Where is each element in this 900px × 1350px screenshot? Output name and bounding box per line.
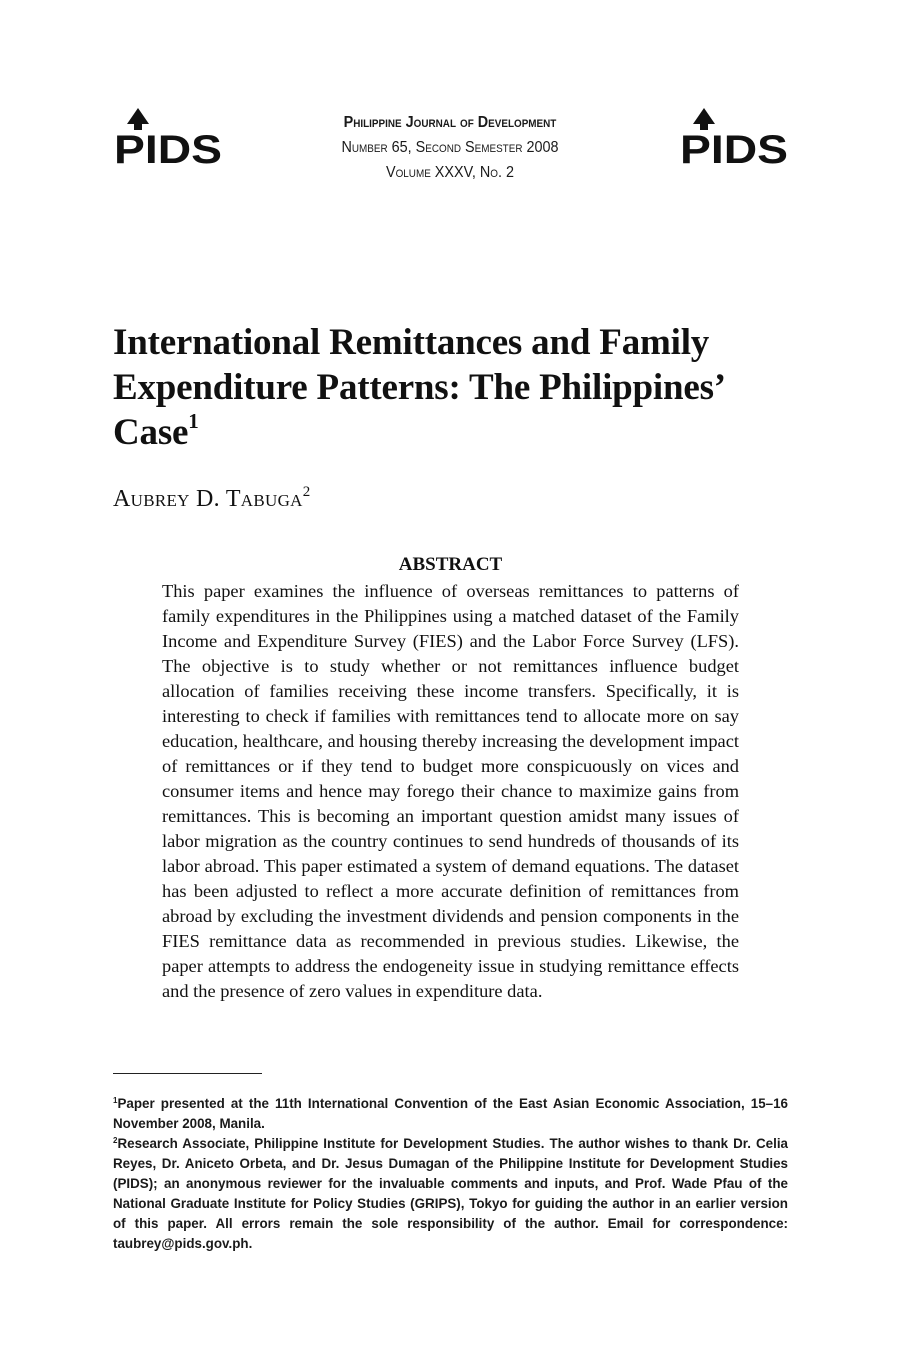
author-footnote-marker: 2: [302, 484, 311, 500]
footnote-text: Research Associate, Philippine Institute for Development Studies. The author wishes to thank Dr. Celia Reyes, Dr. Aniceto Orbeta, and Dr. Jesus Dumagan of the Philippine Institute for Development Studies (PIDS); an anonymous reviewer for the invaluable comments and inputs, and Prof. Wade Pfau of the National Graduate Institute for Policy Studies (GRIPS), Tokyo for guiding the author in an earlier version of this paper. All errors remain the sole responsibility of the author. Email for correspondence: taubrey@pids.gov.ph.: [113, 1136, 788, 1251]
footnotes: [113, 1094, 788, 1254]
footnote-divider: [113, 1073, 262, 1074]
journal-volume: Volume XXXV, No. 2: [385, 164, 515, 181]
article-title-text: International Remittances and Family Expenditure Patterns: The Philippines’ Case: [113, 322, 724, 453]
abstract-heading: ABSTRACT: [398, 554, 503, 575]
footnote-marker: 1: [113, 1096, 118, 1105]
pids-logo-icon: [674, 108, 794, 170]
journal-name: Philippine Journal of Development: [343, 114, 557, 131]
footnote-marker: 2: [113, 1136, 118, 1145]
journal-masthead: [270, 110, 630, 185]
journal-issue: Number 65, Second Semester 2008: [341, 139, 559, 156]
article-title: [113, 320, 793, 455]
footnote-text: Paper presented at the 11th International Convention of the East Asian Economic Association, 15–16 November 2008, Manila.: [113, 1096, 788, 1131]
article-author: [113, 486, 311, 513]
pids-logo-right: [674, 108, 794, 170]
svg-text:PIDS: PIDS: [114, 128, 222, 170]
pids-logo-icon: [108, 108, 228, 170]
title-footnote-marker: 1: [188, 409, 199, 433]
abstract-text: This paper examines the influence of overseas remittances to patterns of family expenditures in the Philippines using a matched dataset of the Family Income and Expenditure Survey (FIES) and the Labor Force Survey (LFS). The objective is to study whether or not remittances influence budget allocation of families receiving these income transfers. Specifically, it is interesting to check if families with remittances tend to allocate more on say education, healthcare, and housing thereby increasing the development impact of remittances or if they tend to budget more conspicuously on vices and consumer items and hence may forego their chance to maximize gains from remittances. This is becoming an important question amidst many issues of labor migration as the country continues to send hundreds of thousands of its labor abroad. This paper estimated a system of demand equations. The dataset has been adjusted to reflect a more accurate definition of remittances from abroad by excluding the investment dividends and pension components in the FIES remittance data as recommended in previous studies. Likewise, the paper attempts to address the endogeneity issue in studying remittance effects and the presence of zero values in expenditure data.: [162, 581, 739, 1001]
footnote-1: [113, 1094, 788, 1134]
pids-logo-left: [108, 108, 228, 170]
author-name: Aubrey D. Tabuga: [113, 486, 303, 512]
svg-text:PIDS: PIDS: [680, 128, 788, 170]
footnote-2: [113, 1134, 788, 1254]
